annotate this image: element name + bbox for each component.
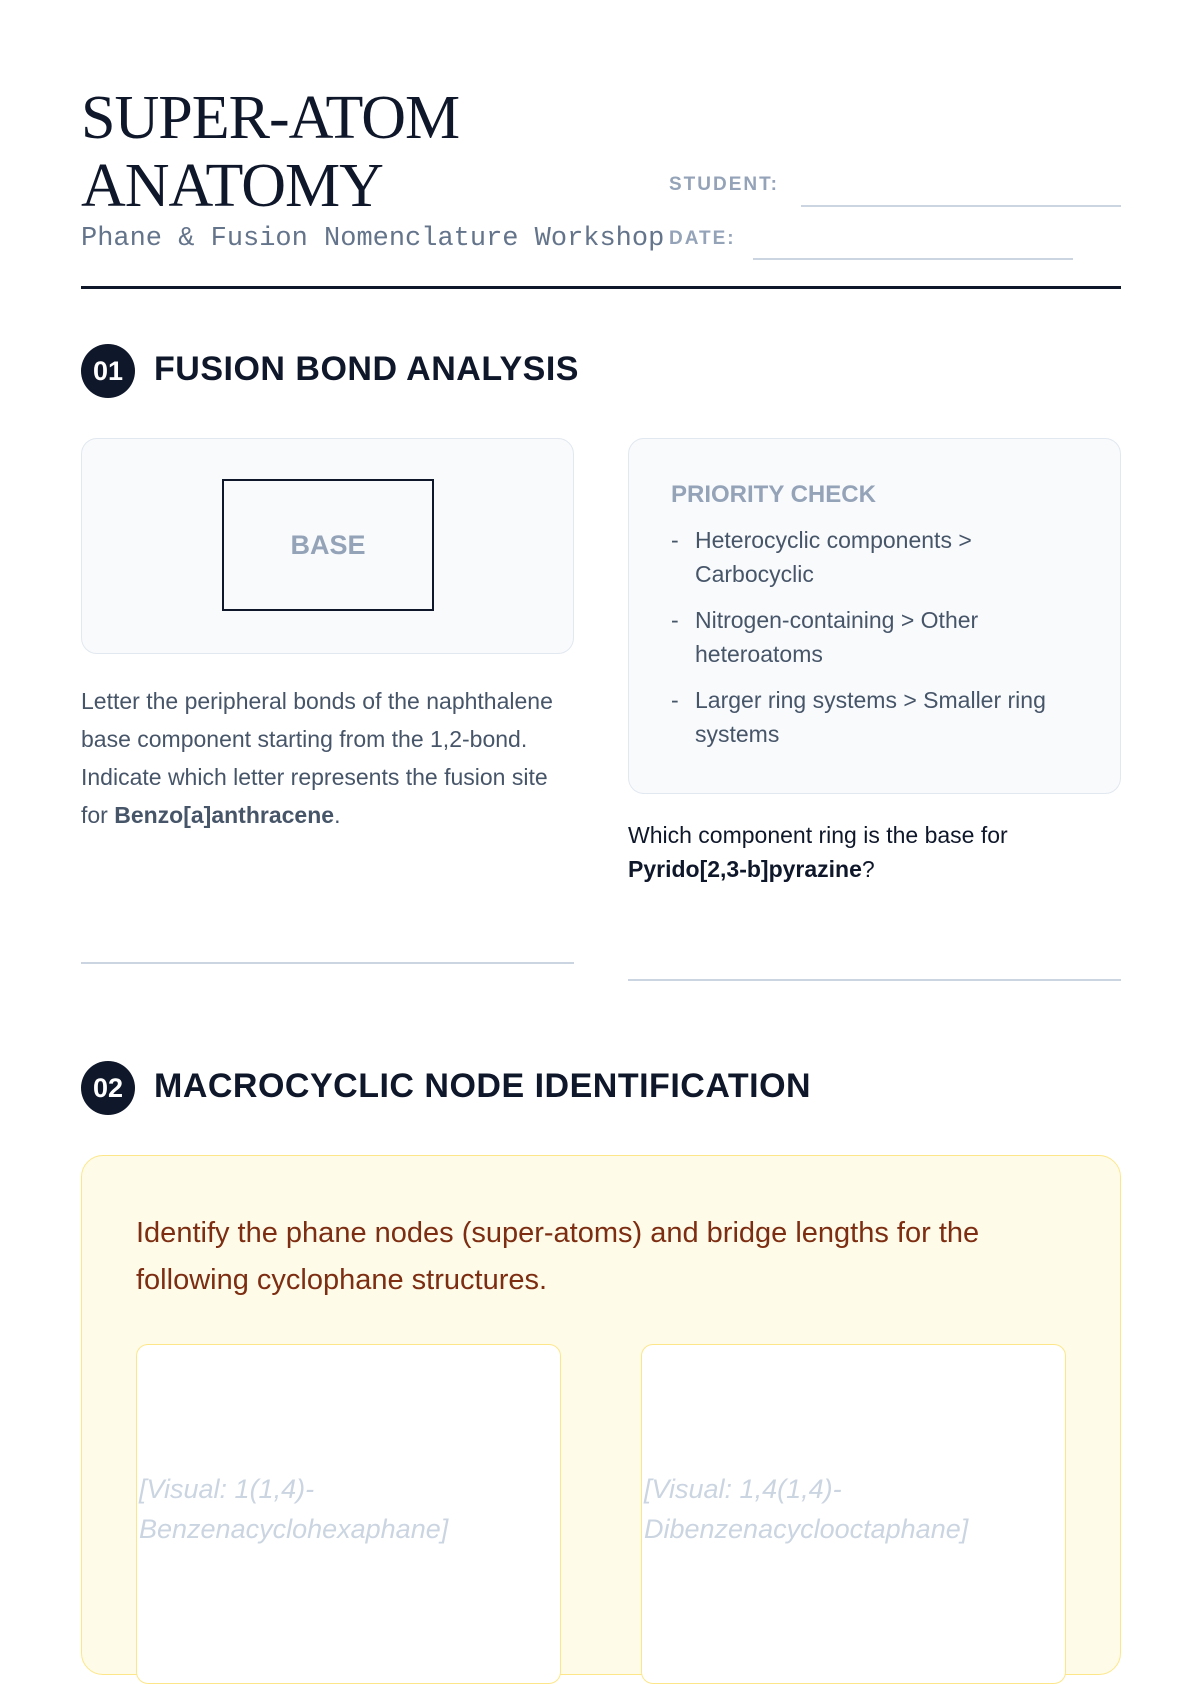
base-compound-name: Pyrido[2,3-b]pyrazine: [628, 856, 862, 882]
cyclophane-visual-1: [136, 1344, 561, 1684]
fusion-question-end: .: [334, 802, 341, 828]
fusion-question-body: Letter the peripheral bonds of the naphthalene base component starting from the 1,2-bond. Indicate which letter represents the fusion site for: [81, 688, 553, 828]
base-question-end: ?: [861, 856, 875, 882]
header-divider: [81, 286, 1121, 289]
fusion-question-text: [81, 682, 571, 834]
priority-item-text: Larger ring systems > Smaller ring systems: [695, 687, 1046, 747]
visual-1-placeholder: [Visual: 1(1,4)-Benzenacyclohexaphane]: [139, 1474, 449, 1544]
page-subtitle: Phane & Fusion Nomenclature Workshop: [81, 224, 665, 254]
student-name-field[interactable]: [801, 205, 1121, 207]
base-question-body: Which component ring is the base for: [628, 822, 1008, 848]
page-title: [81, 84, 459, 220]
priority-item-text: Nitrogen-containing > Other heteroatoms: [695, 607, 979, 667]
fusion-answer-line[interactable]: [81, 962, 574, 964]
priority-list: [671, 523, 1091, 763]
priority-check-title: PRIORITY CHECK: [671, 481, 876, 508]
list-item: - Nitrogen-containing > Other heteroatoms: [671, 607, 979, 667]
base-ring-box: BASE: [222, 479, 434, 611]
list-item: - Heterocyclic components > Carbocyclic: [671, 527, 972, 587]
worksheet-page: [81, 0, 1121, 1600]
fusion-compound-name: Benzo[a]anthracene: [114, 802, 335, 828]
list-item: - Larger ring systems > Smaller ring systems: [671, 687, 1046, 747]
base-diagram-card: [81, 438, 574, 654]
priority-item-text: Heterocyclic components > Carbocyclic: [695, 527, 972, 587]
section-2-title: MACROCYCLIC NODE IDENTIFICATION: [154, 1067, 812, 1105]
title-line-1: SUPER-ATOM: [81, 84, 460, 152]
section-1-badge: 01: [81, 344, 135, 398]
cyclophane-panel: [81, 1155, 1121, 1675]
priority-check-card: [628, 438, 1121, 794]
cyclophane-instruction: Identify the phane nodes (super-atoms) and bridge lengths for the following cyclophane structures.: [136, 1217, 980, 1296]
date-field[interactable]: [753, 258, 1073, 260]
base-answer-line[interactable]: [628, 979, 1121, 981]
section-1-title: FUSION BOND ANALYSIS: [154, 350, 579, 388]
title-line-2: ANATOMY: [81, 152, 383, 220]
base-question-text: [628, 818, 1088, 886]
cyclophane-visual-2: [641, 1344, 1066, 1684]
date-label: DATE:: [669, 228, 736, 249]
section-2-badge: 02: [81, 1061, 135, 1115]
student-label: STUDENT:: [669, 174, 779, 195]
visual-2-placeholder: [Visual: 1,4(1,4)-Dibenzenacyclooctaphane]: [644, 1474, 969, 1544]
